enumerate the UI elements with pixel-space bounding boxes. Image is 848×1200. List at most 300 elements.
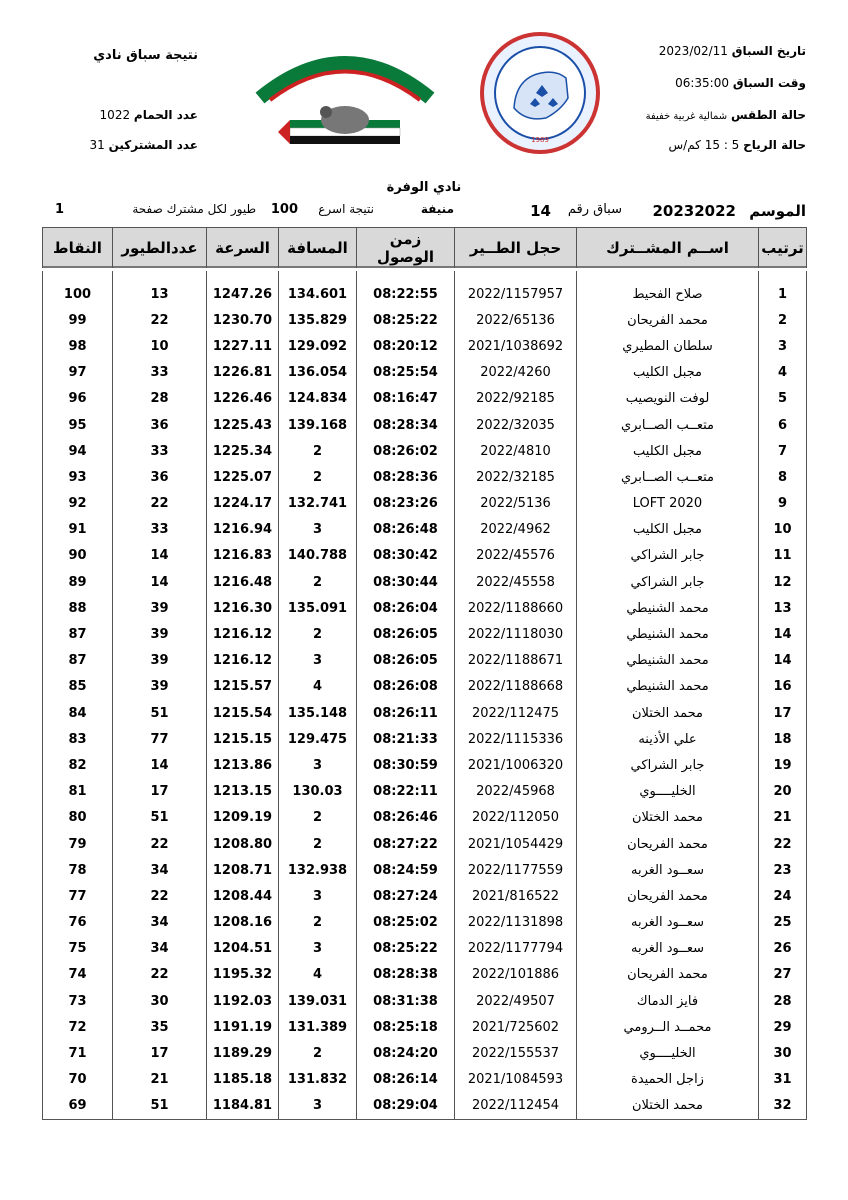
cell-pts: 87 <box>43 621 113 647</box>
cell-rank: 22 <box>759 831 807 857</box>
cell-ring: 2022/112454 <box>455 1093 577 1120</box>
cell-dist: 134.601 <box>279 281 357 307</box>
cell-time: 08:27:24 <box>357 883 455 909</box>
cell-rank: 21 <box>759 805 807 831</box>
release-location: منيفة <box>420 202 454 216</box>
cell-birds: 22 <box>113 831 207 857</box>
cell-birds: 14 <box>113 543 207 569</box>
cell-dist: 2 <box>279 910 357 936</box>
cell-time: 08:26:11 <box>357 700 455 726</box>
cell-dist: 135.148 <box>279 700 357 726</box>
cell-name: سعــود الغربه <box>577 910 759 936</box>
cell-dist: 136.054 <box>279 360 357 386</box>
cell-rank: 20 <box>759 779 807 805</box>
weather: حالة الطقس شمالية غربية خفيفة <box>645 108 806 122</box>
cell-ring: 2022/155537 <box>455 1040 577 1066</box>
cell-pts: 99 <box>43 307 113 333</box>
cell-time: 08:26:48 <box>357 517 455 543</box>
club-name: نادي الوفرة <box>386 180 462 195</box>
race-no-value: 14 <box>530 202 551 220</box>
cell-dist: 3 <box>279 1093 357 1120</box>
logo-year: 1989 <box>531 136 549 144</box>
cell-speed: 1204.51 <box>207 936 279 962</box>
cell-birds: 39 <box>113 621 207 647</box>
cell-speed: 1216.12 <box>207 648 279 674</box>
cell-speed: 1192.03 <box>207 988 279 1014</box>
cell-speed: 1225.07 <box>207 464 279 490</box>
cell-name: لوفت النويصيب <box>577 386 759 412</box>
cell-name: محمد الشنيطي <box>577 674 759 700</box>
wind: حالة الرياح 5 : 15 كم/س <box>668 138 806 152</box>
race-no-label: سباق رقم <box>567 202 622 217</box>
col-birds: عددالطيور <box>113 228 207 270</box>
cell-pts: 77 <box>43 883 113 909</box>
cell-speed: 1189.29 <box>207 1040 279 1066</box>
cell-rank: 2 <box>759 307 807 333</box>
cell-pts: 91 <box>43 517 113 543</box>
cell-time: 08:26:08 <box>357 674 455 700</box>
cell-time: 08:22:55 <box>357 281 455 307</box>
cell-time: 08:28:34 <box>357 412 455 438</box>
col-speed: السرعة <box>207 228 279 270</box>
table-row <box>43 595 807 621</box>
cell-ring: 2022/101886 <box>455 962 577 988</box>
cell-time: 08:28:38 <box>357 962 455 988</box>
cell-time: 08:27:22 <box>357 831 455 857</box>
cell-dist: 2 <box>279 805 357 831</box>
table-row <box>43 831 807 857</box>
cell-name: محمد الفريحان <box>577 831 759 857</box>
cell-speed: 1216.83 <box>207 543 279 569</box>
cell-time: 08:25:22 <box>357 936 455 962</box>
cell-pts: 98 <box>43 333 113 359</box>
page-number: 1 <box>54 202 64 217</box>
cell-rank: 1 <box>759 281 807 307</box>
cell-name: مجبل الكليب <box>577 360 759 386</box>
cell-speed: 1185.18 <box>207 1067 279 1093</box>
cell-rank: 4 <box>759 360 807 386</box>
cell-ring: 2021/1084593 <box>455 1067 577 1093</box>
cell-dist: 2 <box>279 438 357 464</box>
cell-ring: 2022/1131898 <box>455 910 577 936</box>
table-row <box>43 307 807 333</box>
cell-rank: 12 <box>759 569 807 595</box>
cell-rank: 9 <box>759 491 807 517</box>
cell-pts: 94 <box>43 438 113 464</box>
cell-pts: 74 <box>43 962 113 988</box>
cell-name: سعــود الغربه <box>577 936 759 962</box>
cell-rank: 32 <box>759 1093 807 1120</box>
cell-name: متعــب الصــابري <box>577 412 759 438</box>
cell-rank: 19 <box>759 752 807 778</box>
cell-birds: 14 <box>113 752 207 778</box>
cell-name: محمد الختلان <box>577 805 759 831</box>
cell-speed: 1208.16 <box>207 910 279 936</box>
cell-birds: 39 <box>113 674 207 700</box>
table-row <box>43 438 807 464</box>
cell-birds: 36 <box>113 412 207 438</box>
cell-time: 08:30:44 <box>357 569 455 595</box>
table-row <box>43 674 807 700</box>
cell-time: 08:26:14 <box>357 1067 455 1093</box>
cell-ring: 2022/4962 <box>455 517 577 543</box>
cell-dist: 139.168 <box>279 412 357 438</box>
col-ring: حجل الطــير <box>455 228 577 270</box>
cell-time: 08:29:04 <box>357 1093 455 1120</box>
table-row <box>43 752 807 778</box>
cell-birds: 14 <box>113 569 207 595</box>
table-row <box>43 543 807 569</box>
cell-dist: 130.03 <box>279 779 357 805</box>
cell-time: 08:22:11 <box>357 779 455 805</box>
cell-name: جابر الشراكي <box>577 543 759 569</box>
table-row <box>43 517 807 543</box>
cell-time: 08:26:05 <box>357 648 455 674</box>
cell-time: 08:26:46 <box>357 805 455 831</box>
cell-name: متعــب الصــابري <box>577 464 759 490</box>
cell-pts: 79 <box>43 831 113 857</box>
cell-pts: 93 <box>43 464 113 490</box>
cell-ring: 2021/816522 <box>455 883 577 909</box>
cell-birds: 51 <box>113 700 207 726</box>
table-row <box>43 281 807 307</box>
cell-speed: 1215.54 <box>207 700 279 726</box>
cell-birds: 22 <box>113 962 207 988</box>
cell-rank: 31 <box>759 1067 807 1093</box>
col-name: اســم المشــترك <box>577 228 759 270</box>
cell-pts: 83 <box>43 726 113 752</box>
cell-time: 08:25:22 <box>357 307 455 333</box>
cell-time: 08:23:26 <box>357 491 455 517</box>
cell-ring: 2022/1188668 <box>455 674 577 700</box>
race-time: وقت السباق 06:35:00 <box>675 76 806 90</box>
cell-dist: 2 <box>279 1040 357 1066</box>
cell-pts: 95 <box>43 412 113 438</box>
table-row <box>43 360 807 386</box>
cell-pts: 81 <box>43 779 113 805</box>
cell-time: 08:24:59 <box>357 857 455 883</box>
cell-birds: 17 <box>113 1040 207 1066</box>
cell-dist: 3 <box>279 883 357 909</box>
cell-ring: 2022/1118030 <box>455 621 577 647</box>
cell-speed: 1184.81 <box>207 1093 279 1120</box>
cell-ring: 2022/92185 <box>455 386 577 412</box>
cell-rank: 23 <box>759 857 807 883</box>
cell-speed: 1215.57 <box>207 674 279 700</box>
cell-time: 08:26:04 <box>357 595 455 621</box>
cell-name: مجبل الكليب <box>577 438 759 464</box>
cell-dist: 129.092 <box>279 333 357 359</box>
cell-dist: 2 <box>279 464 357 490</box>
cell-speed: 1227.11 <box>207 333 279 359</box>
cell-dist: 3 <box>279 517 357 543</box>
cell-birds: 39 <box>113 595 207 621</box>
cell-time: 08:21:33 <box>357 726 455 752</box>
cell-birds: 10 <box>113 333 207 359</box>
cell-birds: 39 <box>113 648 207 674</box>
cell-pts: 85 <box>43 674 113 700</box>
cell-pts: 72 <box>43 1014 113 1040</box>
table-row <box>43 1067 807 1093</box>
cell-speed: 1225.43 <box>207 412 279 438</box>
cell-time: 08:20:12 <box>357 333 455 359</box>
cell-speed: 1195.32 <box>207 962 279 988</box>
cell-birds: 28 <box>113 386 207 412</box>
table-row <box>43 726 807 752</box>
cell-birds: 77 <box>113 726 207 752</box>
cell-name: سلطان المطيري <box>577 333 759 359</box>
table-row <box>43 805 807 831</box>
cell-time: 08:30:59 <box>357 752 455 778</box>
table-row <box>43 910 807 936</box>
cell-name: محمد الفريحان <box>577 962 759 988</box>
table-row <box>43 648 807 674</box>
cell-speed: 1216.12 <box>207 621 279 647</box>
cell-name: محمد الشنيطي <box>577 621 759 647</box>
cell-time: 08:28:36 <box>357 464 455 490</box>
cell-time: 08:25:18 <box>357 1014 455 1040</box>
cell-speed: 1213.86 <box>207 752 279 778</box>
cell-dist: 2 <box>279 621 357 647</box>
cell-speed: 1216.48 <box>207 569 279 595</box>
cell-rank: 29 <box>759 1014 807 1040</box>
cell-birds: 33 <box>113 438 207 464</box>
cell-pts: 100 <box>43 281 113 307</box>
cell-name: محمد الشنيطي <box>577 595 759 621</box>
cell-rank: 26 <box>759 936 807 962</box>
cell-time: 08:25:54 <box>357 360 455 386</box>
cell-ring: 2021/1054429 <box>455 831 577 857</box>
cell-ring: 2022/5136 <box>455 491 577 517</box>
cell-rank: 14 <box>759 648 807 674</box>
pigeons-count: عدد الحمام 1022 <box>99 108 198 122</box>
cell-time: 08:24:20 <box>357 1040 455 1066</box>
cell-birds: 30 <box>113 988 207 1014</box>
cell-speed: 1209.19 <box>207 805 279 831</box>
cell-birds: 36 <box>113 464 207 490</box>
cell-pts: 78 <box>43 857 113 883</box>
cell-speed: 1213.15 <box>207 779 279 805</box>
cell-name: جابر الشراكي <box>577 752 759 778</box>
cell-rank: 24 <box>759 883 807 909</box>
cell-time: 08:25:02 <box>357 910 455 936</box>
cell-dist: 3 <box>279 936 357 962</box>
cell-rank: 13 <box>759 595 807 621</box>
cell-dist: 129.475 <box>279 726 357 752</box>
cell-ring: 2021/1006320 <box>455 752 577 778</box>
table-row <box>43 988 807 1014</box>
table-row <box>43 962 807 988</box>
cell-ring: 2022/45558 <box>455 569 577 595</box>
cell-ring: 2021/1038692 <box>455 333 577 359</box>
cell-time: 08:31:38 <box>357 988 455 1014</box>
cell-name: LOFT 2020 <box>577 491 759 517</box>
cell-birds: 22 <box>113 307 207 333</box>
season-value: 20232022 <box>652 202 736 220</box>
cell-dist: 131.389 <box>279 1014 357 1040</box>
cell-ring: 2022/65136 <box>455 307 577 333</box>
cell-rank: 16 <box>759 674 807 700</box>
cell-pts: 96 <box>43 386 113 412</box>
cell-rank: 5 <box>759 386 807 412</box>
table-row <box>43 569 807 595</box>
table-row <box>43 1093 807 1120</box>
cell-dist: 140.788 <box>279 543 357 569</box>
cell-birds: 22 <box>113 883 207 909</box>
cell-ring: 2022/1157957 <box>455 281 577 307</box>
cell-speed: 1226.46 <box>207 386 279 412</box>
cell-pts: 69 <box>43 1093 113 1120</box>
cell-speed: 1216.30 <box>207 595 279 621</box>
cell-birds: 34 <box>113 936 207 962</box>
cell-ring: 2022/1188660 <box>455 595 577 621</box>
cell-time: 08:26:02 <box>357 438 455 464</box>
cell-pts: 76 <box>43 910 113 936</box>
cell-ring: 2022/112050 <box>455 805 577 831</box>
cell-speed: 1215.15 <box>207 726 279 752</box>
cell-rank: 7 <box>759 438 807 464</box>
table-row <box>43 779 807 805</box>
cell-name: محمد الفريحان <box>577 883 759 909</box>
cell-ring: 2022/32185 <box>455 464 577 490</box>
cell-birds: 51 <box>113 1093 207 1120</box>
table-row <box>43 491 807 517</box>
cell-birds: 13 <box>113 281 207 307</box>
cell-rank: 3 <box>759 333 807 359</box>
fastest-value: 100 <box>270 202 298 217</box>
table-row <box>43 464 807 490</box>
cell-time: 08:16:47 <box>357 386 455 412</box>
cell-birds: 34 <box>113 910 207 936</box>
cell-ring: 2022/45968 <box>455 779 577 805</box>
cell-speed: 1208.80 <box>207 831 279 857</box>
results-table <box>42 227 807 1120</box>
cell-rank: 17 <box>759 700 807 726</box>
cell-birds: 22 <box>113 491 207 517</box>
cell-pts: 88 <box>43 595 113 621</box>
cell-name: محمــد الــرومي <box>577 1014 759 1040</box>
cell-ring: 2022/4810 <box>455 438 577 464</box>
cell-name: الخليــــوي <box>577 779 759 805</box>
cell-pts: 75 <box>43 936 113 962</box>
season-label: الموسم <box>749 202 806 220</box>
cell-pts: 97 <box>43 360 113 386</box>
header-row <box>43 228 807 270</box>
col-distance: المسافة <box>279 228 357 270</box>
cell-ring: 2022/1115336 <box>455 726 577 752</box>
result-title: نتيجة سباق نادي <box>93 48 198 63</box>
cell-name: محمد الختلان <box>577 1093 759 1120</box>
per-participant-label: طيور لكل مشترك صفحة <box>132 202 256 216</box>
cell-pts: 82 <box>43 752 113 778</box>
cell-rank: 10 <box>759 517 807 543</box>
col-rank: ترتيب <box>759 228 807 270</box>
table-row <box>43 1014 807 1040</box>
cell-name: مجبل الكليب <box>577 517 759 543</box>
cell-dist: 2 <box>279 831 357 857</box>
participants-count: عدد المشتركين 31 <box>89 138 198 152</box>
cell-name: جابر الشراكي <box>577 569 759 595</box>
cell-speed: 1226.81 <box>207 360 279 386</box>
cell-name: محمد الختلان <box>577 700 759 726</box>
cell-name: محمد الشنيطي <box>577 648 759 674</box>
club-logo <box>250 38 440 158</box>
cell-rank: 8 <box>759 464 807 490</box>
cell-name: علي الأذينه <box>577 726 759 752</box>
cell-rank: 11 <box>759 543 807 569</box>
cell-pts: 87 <box>43 648 113 674</box>
cell-ring: 2022/1177794 <box>455 936 577 962</box>
cell-dist: 135.091 <box>279 595 357 621</box>
cell-pts: 90 <box>43 543 113 569</box>
table-row <box>43 700 807 726</box>
cell-dist: 4 <box>279 962 357 988</box>
cell-ring: 2022/32035 <box>455 412 577 438</box>
cell-pts: 89 <box>43 569 113 595</box>
cell-speed: 1191.19 <box>207 1014 279 1040</box>
cell-pts: 92 <box>43 491 113 517</box>
col-time: زمن الوصول <box>357 228 455 270</box>
meta-line <box>42 202 806 224</box>
cell-speed: 1230.70 <box>207 307 279 333</box>
cell-birds: 17 <box>113 779 207 805</box>
cell-dist: 135.829 <box>279 307 357 333</box>
cell-name: فايز الدماك <box>577 988 759 1014</box>
table-row <box>43 1040 807 1066</box>
cell-speed: 1225.34 <box>207 438 279 464</box>
cell-rank: 14 <box>759 621 807 647</box>
cell-birds: 35 <box>113 1014 207 1040</box>
cell-rank: 6 <box>759 412 807 438</box>
cell-speed: 1208.44 <box>207 883 279 909</box>
col-points: النقاط <box>43 228 113 270</box>
table-row <box>43 936 807 962</box>
cell-pts: 80 <box>43 805 113 831</box>
table-row <box>43 621 807 647</box>
cell-dist: 124.834 <box>279 386 357 412</box>
cell-pts: 70 <box>43 1067 113 1093</box>
cell-dist: 4 <box>279 674 357 700</box>
table-row <box>43 857 807 883</box>
cell-speed: 1216.94 <box>207 517 279 543</box>
cell-dist: 3 <box>279 752 357 778</box>
cell-rank: 28 <box>759 988 807 1014</box>
cell-rank: 30 <box>759 1040 807 1066</box>
cell-time: 08:30:42 <box>357 543 455 569</box>
cell-ring: 2022/4260 <box>455 360 577 386</box>
cell-dist: 139.031 <box>279 988 357 1014</box>
cell-ring: 2022/1188671 <box>455 648 577 674</box>
cell-birds: 33 <box>113 360 207 386</box>
cell-speed: 1224.17 <box>207 491 279 517</box>
cell-dist: 132.741 <box>279 491 357 517</box>
table-row <box>43 333 807 359</box>
cell-dist: 132.938 <box>279 857 357 883</box>
cell-birds: 21 <box>113 1067 207 1093</box>
cell-ring: 2022/45576 <box>455 543 577 569</box>
cell-name: زاجل الحميدة <box>577 1067 759 1093</box>
cell-ring: 2022/1177559 <box>455 857 577 883</box>
cell-name: الخليــــوي <box>577 1040 759 1066</box>
cell-dist: 3 <box>279 648 357 674</box>
cell-birds: 34 <box>113 857 207 883</box>
cell-birds: 51 <box>113 805 207 831</box>
race-date: تاريخ السباق 2023/02/11 <box>658 44 806 58</box>
cell-speed: 1208.71 <box>207 857 279 883</box>
cell-pts: 84 <box>43 700 113 726</box>
pigeon-map-icon <box>496 48 592 144</box>
cell-pts: 71 <box>43 1040 113 1066</box>
